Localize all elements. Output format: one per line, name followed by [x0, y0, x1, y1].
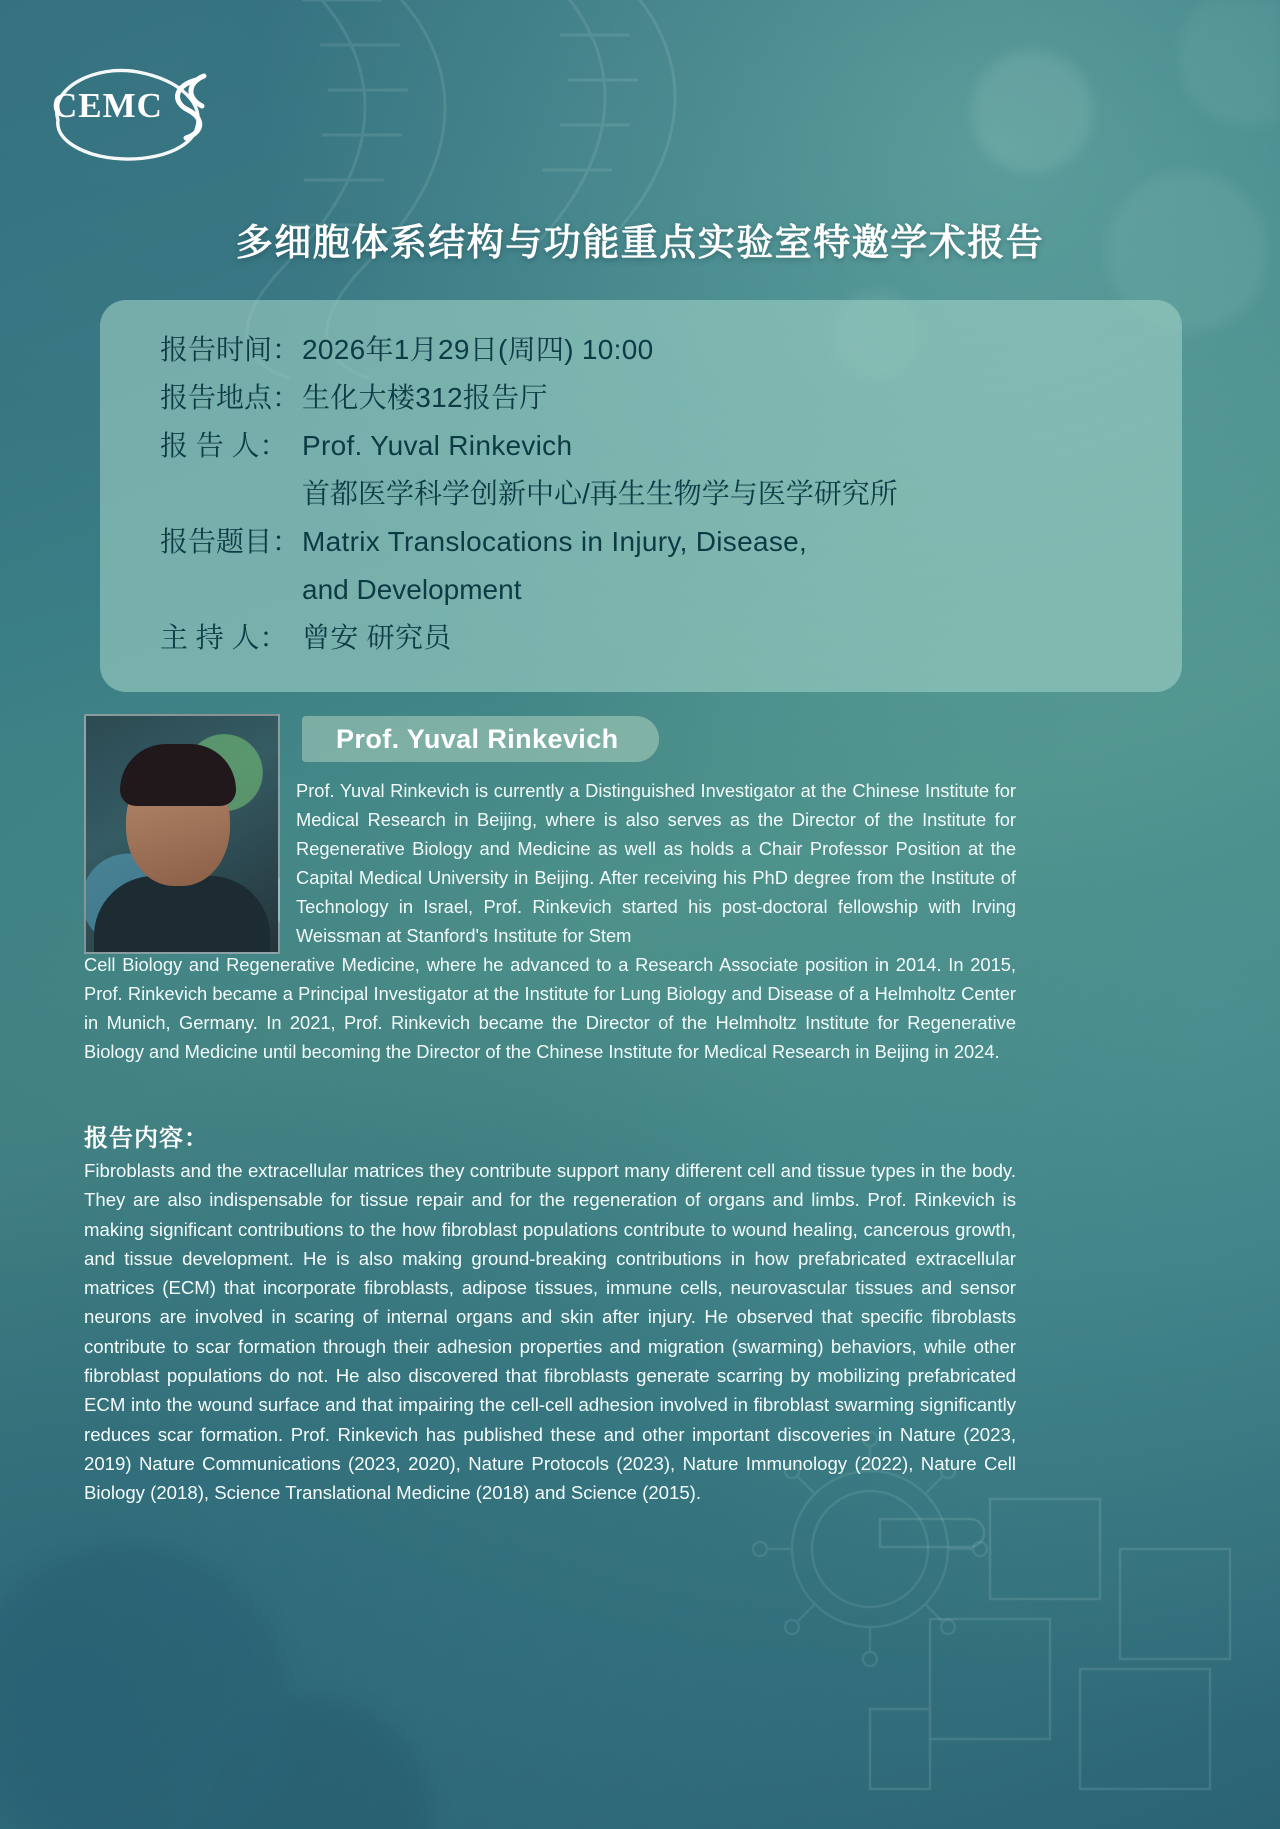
speaker-photo	[84, 714, 280, 954]
info-value-speaker: Prof. Yuval Rinkevich	[302, 430, 573, 461]
info-value-affiliation: 首都医学科学创新中心/再生生物学与医学研究所	[302, 478, 898, 509]
info-row-time	[160, 326, 1122, 374]
info-value-host: 曾安 研究员	[302, 622, 452, 653]
puzzle-background	[840, 1459, 1270, 1819]
info-label-location: 报告地点：	[160, 382, 301, 413]
speaker-bio-part1: Prof. Yuval Rinkevich is currently a Distinguished Investigator at the Chinese Institute for Medical Research in Beijing, where is also serves as the Director of the Institute for Regenerative Biology and Medicine as well as holds a Chair Professor Position at the Capital Medical University in Beijing. After receiving his PhD degree from the Institute of Technology in Israel, Prof. Rinkevich started his post-doctoral fellowship with Irving Weissman at Stanford's Institute for Stem	[296, 780, 1016, 946]
abstract-body: Fibroblasts and the extracellular matrices they contribute support many different cell and tissue types in the body. They are also indispensable for tissue repair and for the regeneration of organs and limbs. Prof. Rinkevich is making significant contributions to the how fibroblast populations contribute to wound healing, cancerous growth, and tissue development. He is also making ground-breaking contributions in how prefabricated extracellular matrices (ECM) that incorporate fibroblasts, adipose tissues, immune cells, neurovascular tissues and sensor neurons are involved in scaring of internal organs and skin after injury. He observed that specific fibroblasts contribute to scar formation through their adhesion properties and migration (swarming) behaviors, while other fibroblast populations do not. He also discovered that fibroblasts generate scarring by mobilizing prefabricated ECM into the wound surface and that impairing the cell-cell adhesion involved in fibroblast swarming significantly reduces scar formation. Prof. Rinkevich has published these and other important discoveries in Nature (2023, 2019) Nature Communications (2023, 2020), Nature Protocols (2023), Nature Immunology (2022), Nature Cell Biology (2018), Science Translational Medicine (2018) and Science (2015).	[84, 1160, 1016, 1504]
info-label-speaker: 报 告 人：	[160, 430, 288, 461]
speaker-name-ribbon: Prof. Yuval Rinkevich	[302, 716, 659, 762]
info-label-talk-title: 报告题目：	[160, 526, 301, 557]
abstract-heading: 报告内容：	[84, 1125, 209, 1152]
info-value-talk-title-line2: and Development	[302, 574, 522, 605]
speaker-bio-part2: Cell Biology and Regenerative Medicine, where he advanced to a Research Associate position in 2014. In 2015, Prof. Rinkevich became a Principal Investigator at the Institute for Lung Biology and Disease of a Helmholtz Center in Munich, Germany. In 2021, Prof. Rinkevich became the Director of the Helmholtz Institute for Regenerative Biology and Medicine until becoming the Director of the Chinese Institute for Medical Research in Beijing in 2024.	[84, 954, 1016, 1062]
cemc-logo	[46, 58, 236, 168]
logo-text: CEMC	[52, 86, 163, 125]
photo-shoulders	[94, 876, 270, 952]
info-row-talk-title	[160, 518, 1122, 566]
info-value-time: 2026年1月29日(周四) 10:00	[302, 334, 654, 365]
page-title: 多细胞体系结构与功能重点实验室特邀学术报告	[235, 222, 1045, 263]
info-row-location	[160, 374, 1122, 422]
info-value-talk-title: Matrix Translocations in Injury, Disease,	[302, 526, 808, 557]
info-value-location: 生化大楼312报告厅	[302, 382, 548, 413]
info-row-host	[160, 614, 1122, 662]
info-label-host: 主 持 人：	[160, 622, 288, 653]
event-info-card	[100, 300, 1182, 692]
photo-hair	[120, 744, 236, 806]
info-row-speaker	[160, 422, 1122, 470]
info-label-time: 报告时间：	[160, 334, 301, 365]
